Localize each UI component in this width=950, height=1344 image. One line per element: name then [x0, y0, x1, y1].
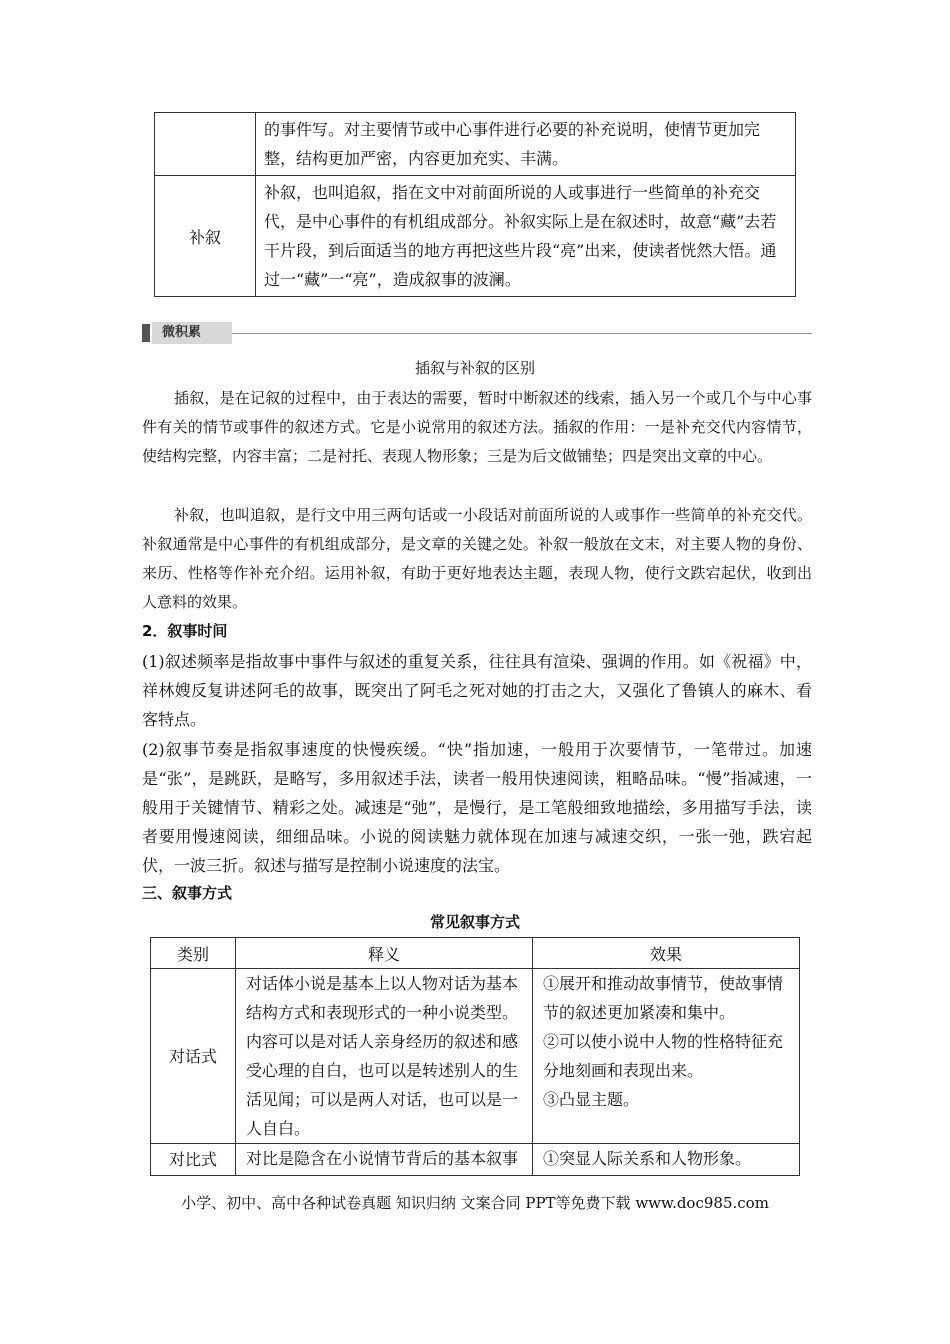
paragraph-supplementary-narration: 补叙，也叫追叙，是行文中用三两句话或一小段话对前面所说的人或事作一些简单的补充交代。补叙通常是中心事件的有机组成部分，是文章的关键之处。补叙一般放在文末，对主要人物的身份、来历、性格等作补充介绍。运用补叙，有助于更好地表达主题，表现人物，使行文跌宕起伏，收到出人意料的效果。 — [142, 506, 812, 611]
effect-item: ③凸显主题。 — [543, 1090, 640, 1109]
paragraph-frequency: (1)叙述频率是指故事中事件与叙述的重复关系，往往具有渲染、强调的作用。如《祝福》中，祥林嫂反复讲述阿毛的故事，既突出了阿毛之死对她的打击之大，又强化了鲁镇人的麻木、看客特点。 — [142, 652, 812, 729]
table-cell-effect — [533, 1144, 800, 1176]
effect-item: ①展开和推动故事情节，使故事情节的叙述更加紧凑和集中。 — [543, 974, 784, 1022]
table-cell-text: 补叙，也叫追叙，指在文中对前面所说的人或事进行一些简单的补充交代，是中心事件的有机组成部分。补叙实际上是在叙述时，故意“藏”去若干片段，到后面适当的地方再把这些片段“亮”出来，使读者恍然大悟。通过一“藏”一“亮”，造成叙事的波澜。 — [256, 176, 796, 297]
heading-narrative-modes: 三、叙事方式 — [142, 884, 233, 902]
section-tag — [142, 322, 812, 344]
table-cell-category: 对比式 — [151, 1144, 236, 1176]
tag-bar-icon — [142, 324, 150, 342]
heading-narrative-time: 2．叙事时间 — [142, 622, 228, 640]
effect-item: ②可以使小说中人物的性格特征充分地刻画和表现出来。 — [543, 1032, 784, 1080]
table-title: 常见叙事方式 — [429, 913, 520, 931]
section-title: 插叙与补叙的区别 — [414, 359, 535, 377]
table-cell-label: 补叙 — [155, 176, 256, 297]
table-cell-effect — [533, 969, 800, 1144]
column-header: 释义 — [236, 938, 533, 969]
page-footer: 小学、初中、高中各种试卷真题 知识归纳 文案合同 PPT等免费下载 www.doc985.com — [181, 1194, 769, 1212]
divider — [232, 333, 812, 334]
narration-table — [154, 112, 796, 297]
effect-item: ①突显人际关系和人物形象。 — [543, 1149, 752, 1168]
narrative-modes-table — [150, 937, 800, 1176]
column-header: 类别 — [151, 938, 236, 969]
column-header: 效果 — [533, 938, 800, 969]
paragraph-rhythm: (2)叙事节奏是指叙事速度的快慢疾缓。“快”指加速，一般用于次要情节，一笔带过。加速是“张”，是跳跃，是略写，多用叙述手法，读者一般用快速阅读，粗略品味。“慢”指减速，一般用于关键情节、精彩之处。减速是“弛”，是慢行，是工笔般细致地描绘，多用描写手法，读者要用慢速阅读，细细品味。小说的阅读魅力就体现在加速与减速交织，一张一弛，跌宕起伏，一波三折。叙述与描写是控制小说速度的法宝。 — [142, 740, 812, 875]
table-cell-text: 的事件写。对主要情节或中心事件进行必要的补充说明，使情节更加完整，结构更加严密，内容更加充实、丰满。 — [256, 113, 796, 176]
table-cell-meaning: 对比是隐含在小说情节背后的基本叙事 — [236, 1144, 533, 1176]
paragraph-insert-narration: 插叙，是在记叙的过程中，由于表达的需要，暂时中断叙述的线索，插入另一个或几个与中心事件有关的情节或事件的叙述方式。它是小说常用的叙述方法。插叙的作用：一是补充交代内容情节，使结构完整，内容丰富；二是衬托、表现人物形象；三是为后文做铺垫；四是突出文章的中心。 — [142, 389, 812, 465]
table-cell-label — [155, 113, 256, 176]
table-cell-category: 对话式 — [151, 969, 236, 1144]
table-cell-meaning: 对话体小说是基本上以人物对话为基本结构方式和表现形式的一种小说类型。内容可以是对话人亲身经历的叙述和感受心理的自白，也可以是转述别人的生活见闻；可以是两人对话，也可以是一人自白。 — [236, 969, 533, 1144]
tag-label: 微积累 — [152, 322, 232, 344]
